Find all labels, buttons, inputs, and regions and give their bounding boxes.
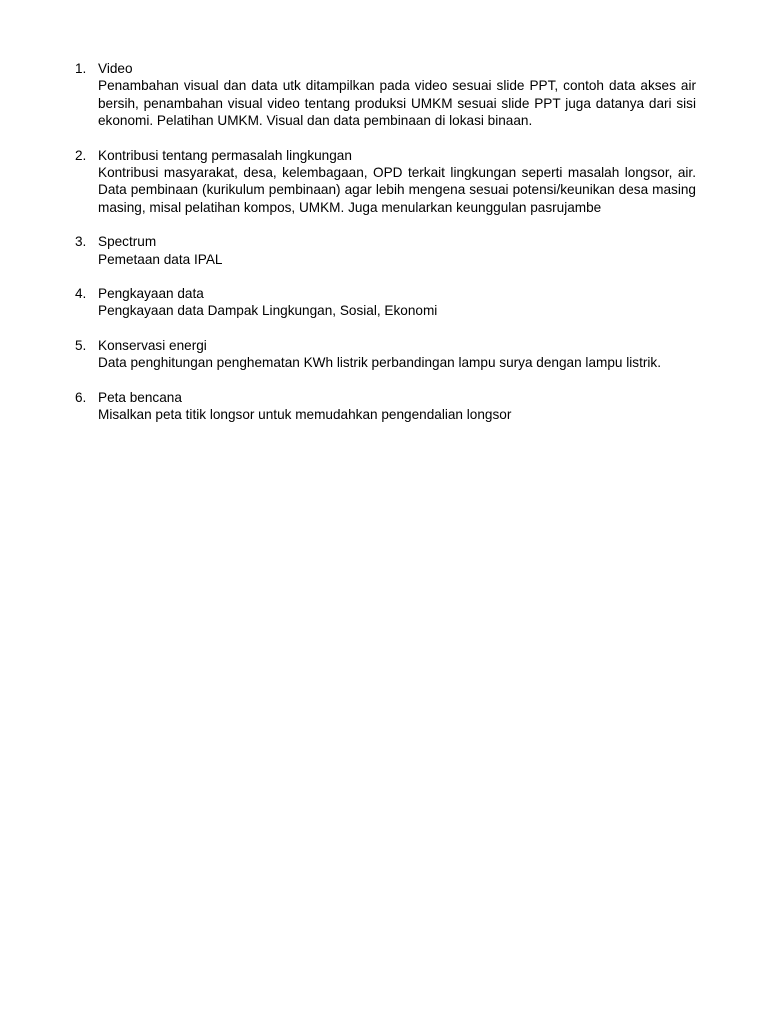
item-title: Kontribusi tentang permasalah lingkungan	[98, 147, 352, 163]
list-item	[75, 60, 696, 130]
item-number: 2.	[75, 147, 87, 163]
list-item	[75, 389, 696, 424]
item-number: 4.	[75, 286, 87, 302]
item-number: 5.	[75, 337, 87, 353]
item-description: Pengkayaan data Dampak Lingkungan, Sosial, Ekonomi	[98, 303, 438, 319]
item-description: Penambahan visual dan data utk ditampilkan pada video sesuai slide PPT, contoh data akses air bersih, penambahan visual video tentang produksi UMKM sesuai slide PPT juga datanya dari sisi ekonomi. Pelatihan UMKM. Visual dan data pembinaan di lokasi binaan.	[98, 78, 696, 129]
item-description: Pemetaan data IPAL	[98, 251, 223, 267]
list-item	[75, 285, 696, 320]
list-item	[75, 233, 696, 268]
numbered-list	[75, 60, 696, 441]
list-item	[75, 337, 696, 372]
item-number: 3.	[75, 234, 87, 250]
item-number: 6.	[75, 389, 87, 405]
item-description: Misalkan peta titik longsor untuk memudahkan pengendalian longsor	[98, 407, 512, 423]
item-title: Pengkayaan data	[98, 286, 204, 302]
item-number: 1.	[75, 61, 87, 76]
item-title: Konservasi energi	[98, 337, 207, 353]
item-description: Kontribusi masyarakat, desa, kelembagaan, OPD terkait lingkungan seperti masalah longsor, air. Data pembinaan (kurikulum pembinaan) agar lebih mengena sesuai potensi/keunikan desa masing masing, misal pelatihan kompos, UMKM. Juga menularkan keunggulan pasrujambe	[98, 165, 696, 215]
list-item	[75, 147, 696, 217]
item-title: Video	[98, 61, 133, 76]
item-title: Spectrum	[98, 234, 157, 250]
item-title: Peta bencana	[98, 389, 182, 405]
item-description: Data penghitungan penghematan KWh listrik perbandingan lampu surya dengan lampu listrik.	[98, 355, 661, 371]
